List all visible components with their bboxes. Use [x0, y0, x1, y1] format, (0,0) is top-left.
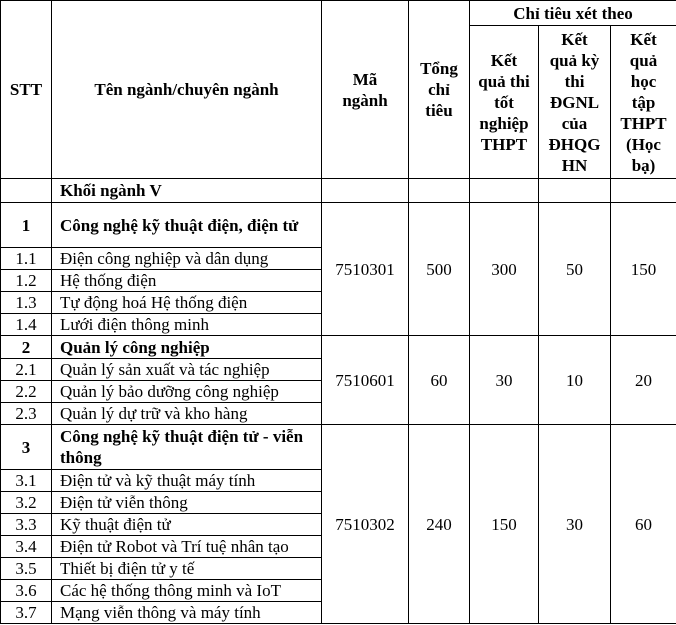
item-name: Quản lý dự trữ và kho hàng [52, 403, 322, 425]
item-name: Thiết bị điện tử y tế [52, 558, 322, 580]
item-name: Quản lý bảo dưỡng công nghiệp [52, 381, 322, 403]
item-stt: 3.1 [1, 470, 52, 492]
item-stt: 3.2 [1, 492, 52, 514]
item-stt: 3.4 [1, 536, 52, 558]
group-thpt: 30 [470, 336, 539, 425]
item-name: Các hệ thống thông minh và IoT [52, 580, 322, 602]
header-criteria-hocba-text: Kết quả học tập THPT (Học bạ) [620, 29, 667, 175]
group-row [1, 336, 676, 359]
section-title: Khối ngành V [52, 179, 322, 203]
item-stt: 1.1 [1, 248, 52, 270]
item-name: Lưới điện thông minh [52, 314, 322, 336]
item-stt: 3.5 [1, 558, 52, 580]
header-criteria-group: Chỉ tiêu xét theo [470, 1, 676, 26]
header-criteria-thpt [470, 26, 539, 179]
section-code [322, 179, 409, 203]
group-hocba: 20 [611, 336, 676, 425]
section-row [1, 179, 676, 203]
item-stt: 3.3 [1, 514, 52, 536]
header-total [409, 1, 470, 179]
item-stt: 3.7 [1, 602, 52, 624]
group-hocba: 60 [611, 425, 676, 624]
item-name: Điện tử Robot và Trí tuệ nhân tạo [52, 536, 322, 558]
group-total: 240 [409, 425, 470, 624]
item-stt: 1.3 [1, 292, 52, 314]
header-criteria-dgnl-text: Kết quả kỳ thi ĐGNL của ĐHQG HN [548, 29, 601, 175]
group-thpt: 150 [470, 425, 539, 624]
section-total [409, 179, 470, 203]
item-stt: 2.2 [1, 381, 52, 403]
group-code: 7510601 [322, 336, 409, 425]
header-stt: STT [1, 1, 52, 179]
group-total: 60 [409, 336, 470, 425]
group-hocba: 150 [611, 203, 676, 336]
group-stt: 3 [1, 425, 52, 470]
section-stt [1, 179, 52, 203]
group-dgnl: 50 [539, 203, 611, 336]
group-stt: 1 [1, 203, 52, 248]
item-name: Quản lý sản xuất và tác nghiệp [52, 359, 322, 381]
item-name: Hệ thống điện [52, 270, 322, 292]
section-thpt [470, 179, 539, 203]
item-stt: 1.4 [1, 314, 52, 336]
header-name: Tên ngành/chuyên ngành [52, 1, 322, 179]
group-stt: 2 [1, 336, 52, 359]
section-dgnl [539, 179, 611, 203]
item-name: Điện công nghiệp và dân dụng [52, 248, 322, 270]
header-criteria-hocba [611, 26, 676, 179]
item-name: Mạng viễn thông và máy tính [52, 602, 322, 624]
header-code-text: Mã ngành [342, 69, 388, 110]
group-title: Công nghệ kỹ thuật điện, điện tử [52, 203, 322, 248]
item-name: Điện tử viễn thông [52, 492, 322, 514]
group-row [1, 203, 676, 248]
item-stt: 2.3 [1, 403, 52, 425]
item-name: Điện tử và kỹ thuật máy tính [52, 470, 322, 492]
group-dgnl: 30 [539, 425, 611, 624]
header-total-text: Tổng chỉ tiêu [420, 59, 458, 120]
item-stt: 2.1 [1, 359, 52, 381]
group-thpt: 300 [470, 203, 539, 336]
group-row [1, 425, 676, 470]
group-total: 500 [409, 203, 470, 336]
group-code: 7510302 [322, 425, 409, 624]
section-hocba [611, 179, 676, 203]
item-name: Kỹ thuật điện tử [52, 514, 322, 536]
group-title: Công nghệ kỹ thuật điện tử - viễn thông [52, 425, 322, 470]
group-dgnl: 10 [539, 336, 611, 425]
header-criteria-dgnl [539, 26, 611, 179]
group-title: Quản lý công nghiệp [52, 336, 322, 359]
item-stt: 3.6 [1, 580, 52, 602]
header-code [322, 1, 409, 179]
item-stt: 1.2 [1, 270, 52, 292]
header-criteria-thpt-text: Kết quả thi tốt nghiệp THPT [478, 50, 530, 154]
group-code: 7510301 [322, 203, 409, 336]
item-name: Tự động hoá Hệ thống điện [52, 292, 322, 314]
